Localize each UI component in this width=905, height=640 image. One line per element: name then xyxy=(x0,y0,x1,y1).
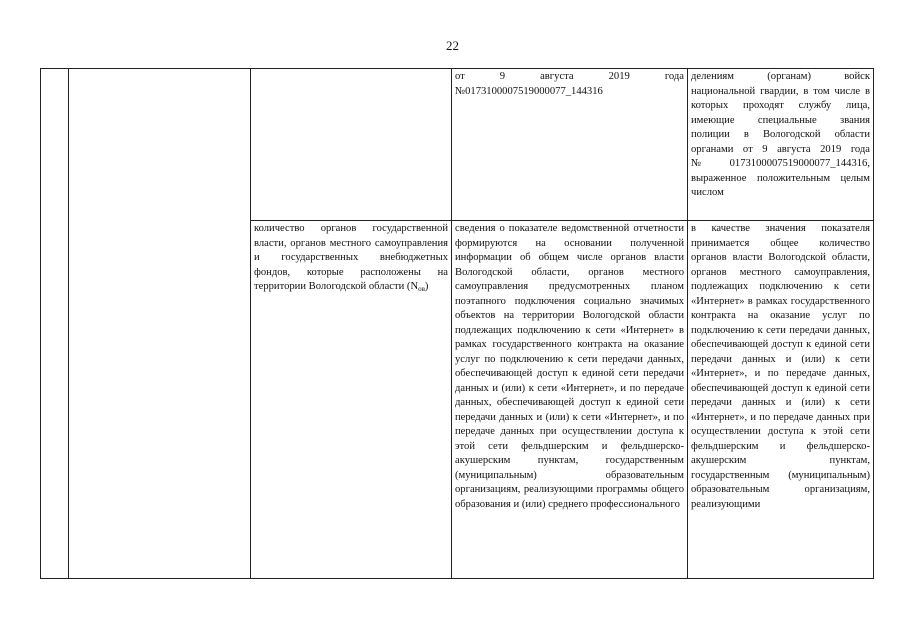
source-cell xyxy=(452,221,688,579)
indicator-cell xyxy=(251,69,452,221)
name-cell xyxy=(69,69,251,579)
indicator-text xyxy=(254,222,448,576)
indicator-subscript: ов xyxy=(418,285,425,293)
number-cell xyxy=(41,69,69,579)
method-text: делениям (органам) войск национальной гвардии, в том числе в которых проходят службу лица, имеющие специальные звания полиции в Вологодской области органами от 9 августа 2019 года №0173100007519000077_144316, выраженное положительным целым числом xyxy=(691,71,870,198)
table-row xyxy=(41,69,874,221)
source-cell xyxy=(452,69,688,221)
indicator-main-text: количество органов государственной власти, органов местного самоуправления и государственных внебюджетных фондов, которые расположены на территории Вологодской области (N xyxy=(254,223,448,292)
method-cell xyxy=(688,69,874,221)
source-text: от 9 августа 2019 года №0173100007519000077_144316 xyxy=(455,71,684,97)
method-text: в качестве значения показателя принимается общее количество органов власти Вологодской области, органов местного самоуправления, подлежащих подключению к сети «Интернет» в рамках государственного контракта на оказание услуг по подключению к сети передачи данных, обеспечивающей доступ к единой сети передачи данных и (или) к сети «Интернет», и по передаче данных, обеспечивающей доступ к единой сети передачи данных и (или) к сети «Интернет», и по передаче данных при осуществлении доступа к этой сети фельдшерским и фельдшерско-акушерским пунктам, государственным (муниципальным) образовательным организациям, реализующими xyxy=(691,223,870,510)
indicator-text xyxy=(254,70,448,218)
source-text: сведения о показателе ведомственной отчетности формируются на основании полученной информации об общем числе органов власти Вологодской области, органов местного самоуправления предусмотренных планом поэтапного подключения социально значимых объектов на территории Вологодской области подлежащих подключению к сети «Интернет» в рамках государственного контракта на оказание услуг по подключению к сети передачи данных, обеспечивающей доступ к единой сети передачи данных и (или) к сети «Интернет», и по передаче данных, обеспечивающей доступ к единой сети передачи данных и (или) к сети «Интернет», и по передаче данных при осуществлении доступа к этой сети фельдшерским и фельдшерско-акушерским пунктам, государственным (муниципальным) образовательным организациям, реализующими программы общего образования и (или) среднего профессионального xyxy=(455,223,684,510)
method-cell xyxy=(688,221,874,579)
indicator-tail: ) xyxy=(424,281,429,292)
document-table xyxy=(40,68,874,579)
indicator-cell xyxy=(251,221,452,579)
page-number: 22 xyxy=(446,38,459,53)
